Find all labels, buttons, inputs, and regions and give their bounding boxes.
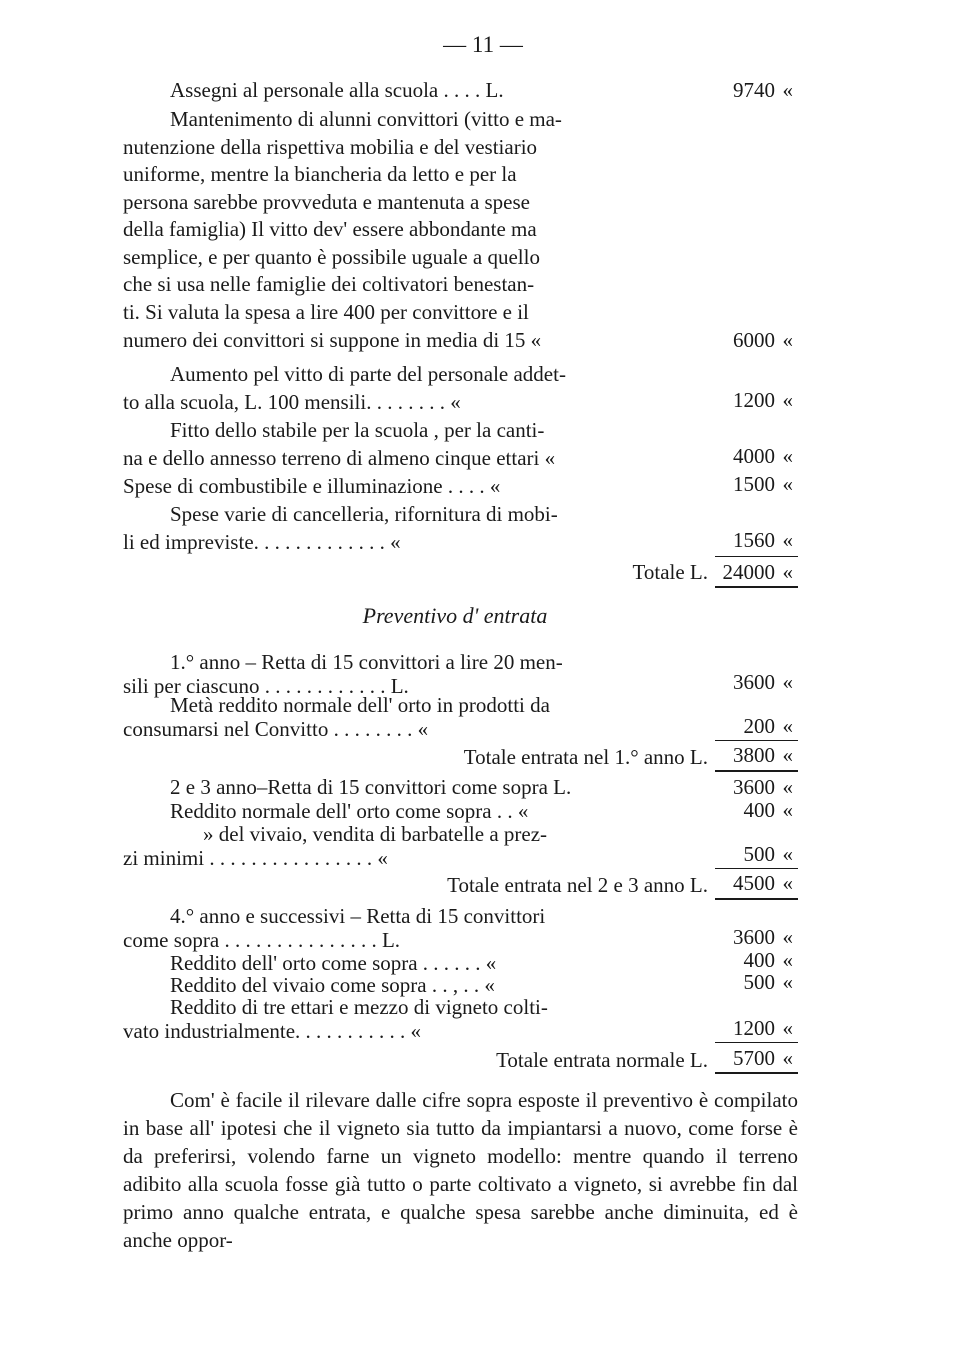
income-amount: 500 « — [743, 842, 793, 866]
income-heading: Preventivo d' entrata — [362, 603, 548, 628]
closing-paragraph: Com' è facile il rilevare dalle cifre sopra esposte il preventivo è compilato in base all' ipotesi che il vigneto sia tutto da impiantarsi a nuovo, come forse è da preferirsi, volendo farne un vigneto modello: mentre quando il terreno adibito alla scuola fosse già tutto o parte coltivato a vigneto, si avrebbe fin dal primo anno qualche entrata, e qualche spesa sarebbe anche diminuita, ed è anche oppor- — [123, 1088, 798, 1252]
income-amount: 500 « — [743, 970, 793, 994]
expense-text: Spese varie di cancelleria, rifornitura di mobi- — [170, 502, 558, 526]
income-text: » del vivaio, vendita di barbatelle a prez- — [203, 822, 548, 846]
subtotal-rule — [715, 1042, 798, 1043]
income-text: sili per ciascuno . . . . . . . . . . . . L. — [123, 674, 409, 698]
expense-text: persona sarebbe provveduta e mantenuta a spese — [123, 190, 530, 214]
expense-text: to alla scuola, L. 100 mensili. . . . . . . . « — [123, 390, 461, 414]
expense-text: Spese di combustibile e illuminazione . . . . « — [123, 474, 501, 498]
income-amount: 3600 « — [733, 670, 793, 694]
income-text: Reddito del vivaio come sopra . . , . . « — [170, 973, 495, 997]
income-year1-total: 3800 « — [733, 743, 793, 767]
expense-amount: 4000 « — [733, 444, 793, 468]
expense-text: ti. Si valuta la spesa a lire 400 per convittore e il — [123, 300, 529, 324]
expense-text: semplice, e per quanto è possibile uguale a quello — [123, 245, 540, 269]
income-text: Reddito di tre ettari e mezzo di vigneto colti- — [170, 995, 548, 1019]
total-rule — [715, 586, 798, 588]
income-amount: 3600 « — [733, 775, 793, 799]
expense-text: na e dello annesso terreno di almeno cinque ettari « — [123, 446, 556, 470]
income-text: 2 e 3 anno–Retta di 15 convittori come sopra L. — [170, 775, 572, 799]
income-amount: 1200 « — [733, 1016, 793, 1040]
income-text: Reddito dell' orto come sopra . . . . . . « — [170, 951, 497, 975]
income-text: 1.° anno – Retta di 15 convittori a lire 20 men- — [170, 650, 563, 674]
expense-amount: 1500 « — [733, 472, 793, 496]
income-text: Metà reddito normale dell' orto in prodotti da — [170, 693, 550, 717]
total-rule — [715, 770, 798, 772]
income-text: 4.° anno e successivi – Retta di 15 convittori — [170, 904, 546, 928]
income-year1-total-label: Totale entrata nel 1.° anno L. — [463, 745, 708, 769]
income-year23-total-label: Totale entrata nel 2 e 3 anno L. — [447, 873, 708, 897]
expense-text: che si usa nelle famiglie dei coltivatori benestan- — [123, 272, 535, 296]
income-amount: 3600 « — [733, 925, 793, 949]
expense-amount: 1560 « — [733, 528, 793, 552]
expense-text: numero dei convittori si suppone in media di 15 « — [123, 328, 542, 352]
income-year23-total: 4500 « — [733, 871, 793, 895]
expense-amount: 1200 « — [733, 388, 793, 412]
income-year4-total: 5700 « — [733, 1046, 793, 1070]
expense-text: Mantenimento di alunni convittori (vitto e ma- — [170, 107, 562, 131]
expense-text: uniforme, mentre la biancheria da letto e per la — [123, 162, 517, 186]
expense-amount: 9740 « — [733, 78, 793, 102]
expense-amount: 6000 « — [733, 328, 793, 352]
total-rule — [715, 898, 798, 900]
subtotal-rule — [715, 868, 798, 869]
expense-total-amount: 24000 « — [722, 560, 793, 584]
income-text: zi minimi . . . . . . . . . . . . . . . . « — [123, 846, 388, 870]
expense-text: Fitto dello stabile per la scuola , per la canti- — [170, 418, 545, 442]
expense-text: nutenzione della rispettiva mobilia e del vestiario — [123, 135, 538, 159]
subtotal-rule — [715, 740, 798, 741]
income-amount: 400 « — [743, 948, 793, 972]
income-text: vato industrialmente. . . . . . . . . . . « — [123, 1019, 422, 1043]
subtotal-rule — [715, 556, 798, 557]
expense-text: li ed impreviste. . . . . . . . . . . . . « — [123, 530, 401, 554]
income-amount: 400 « — [743, 798, 793, 822]
income-amount: 200 « — [743, 714, 793, 738]
income-text: Reddito normale dell' orto come sopra . . « — [170, 799, 529, 823]
expense-text: Assegni al personale alla scuola . . . . L. — [170, 78, 504, 102]
expense-text: della famiglia) Il vitto dev' essere abbondante ma — [123, 217, 537, 241]
income-year4-total-label: Totale entrata normale L. — [496, 1048, 708, 1072]
expense-text: Aumento pel vitto di parte del personale addet- — [170, 362, 566, 386]
expense-total-label: Totale L. — [632, 560, 708, 584]
total-rule — [715, 1072, 798, 1074]
page-number: — 11 — — [443, 32, 523, 57]
income-text: consumarsi nel Convitto . . . . . . . . « — [123, 717, 429, 741]
income-text: come sopra . . . . . . . . . . . . . . . L. — [123, 928, 401, 952]
